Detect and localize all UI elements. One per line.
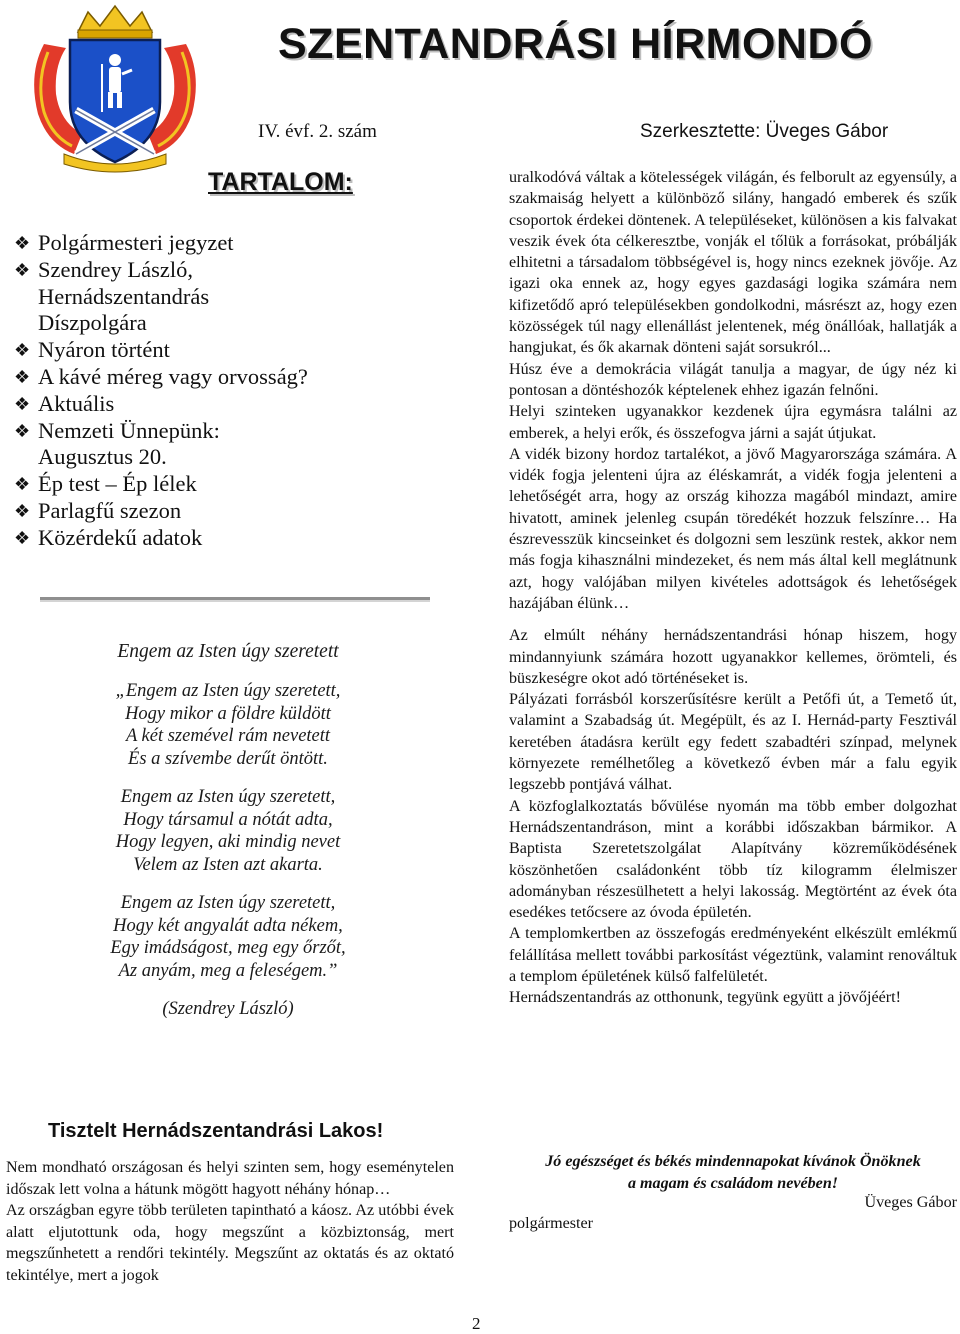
closing-line: Jó egészséget és békés mindennapokat kívánok Önöknek [545, 1153, 921, 1170]
toc-item-line: Nyáron történt [38, 337, 170, 363]
toc-item-line: Közérdekű adatok [38, 524, 203, 550]
toc-item-line: Nemzeti Ünnepünk: [38, 417, 220, 443]
paragraph: Az országban egyre több területen tapintható a káosz. Az utóbbi évek alatt eljutottunk oda, hogy megszűnt a közbiztonság, mert megszűnhetett a rendőri tekintély. Megszűnt az oktatás és az oktató tekintélye, mert a jogok [6, 1202, 454, 1284]
editor-credit: Szerkesztette: Üveges Gábor [640, 121, 889, 142]
table-of-contents [14, 230, 454, 552]
diamond-bullet-icon: ❖ [14, 527, 31, 548]
poem-stanzas [0, 680, 456, 982]
toc-item [14, 525, 454, 552]
toc-item [14, 230, 454, 257]
page-number: 2 [472, 1314, 481, 1333]
diamond-bullet-icon: ❖ [14, 474, 31, 495]
poem-line: Engem az Isten úgy szeretett, [120, 893, 336, 913]
letter-body-right [509, 167, 957, 1009]
paragraph: uralkodóvá váltak a kötelességek világán, és felborult az egyensúly, a szakmaiság helyett a különböző silány, hangadó emberek és szűk csoportok érdekei döntenek. A településeket, különösen a kis falvakat veszik évek óta célkeresztbe, vonják el tőlük a forrásokat, próbálják elhitetni a társadalom többségével is, hogy nincs ezeknek jövője. Az igazi oka ennek az, hogy egyes gazdasági logika számára nem kifizetődő apró településekben gondolkodni, másrészt az, hogy ezen közösségek túl nagy ellenállást jelentenek, még önállóak, hallatják a hangjukat, és ők akarnak dönteni saját sorsukról... [509, 169, 957, 357]
issue-number: IV. évf. 2. szám [258, 121, 377, 142]
poem-stanza [0, 786, 456, 876]
toc-item [14, 364, 454, 391]
diamond-bullet-icon: ❖ [14, 500, 31, 521]
poem-line: Engem az Isten úgy szeretett, [120, 787, 336, 807]
toc-item-line: Szendrey László, [38, 256, 193, 282]
coat-of-arms-icon [22, 4, 208, 174]
poem-line: Velem az Isten azt akarta. [133, 854, 323, 875]
poem-line: Hogy mikor a földre küldött [125, 703, 331, 724]
letter-closing [509, 1151, 957, 1194]
toc-item [14, 257, 454, 337]
poem-title: Engem az Isten úgy szeretett [117, 641, 339, 662]
paragraph: Húsz éve a demokrácia világát tanulja a magyar, de úgy néz ki pontosan a döntéshozók képtelenek ehhez igazán felnőni. [509, 360, 957, 399]
toc-item-line: Parlagfű szezon [38, 497, 182, 523]
diamond-bullet-icon: ❖ [14, 393, 31, 414]
paragraph: Nem mondható országosan és helyi szinten sem, hogy eseménytelen időszak lett volna a hátunk mögött hagyott néhány hónap… [6, 1159, 454, 1198]
poem-line: Az anyám, meg a feleségem.” [118, 960, 338, 981]
toc-item-line: Polgármesteri jegyzet [38, 230, 234, 255]
toc-item-line: Augusztus 20. [38, 444, 167, 470]
diamond-bullet-icon: ❖ [14, 366, 31, 387]
signer-name: Üveges Gábor [864, 1194, 957, 1211]
diamond-bullet-icon: ❖ [14, 340, 31, 361]
paragraph: Helyi szinteken ugyanakkor kezdenek újra egymásra találni az emberek, a helyi erők, és összefogva járni a saját útjukat. [509, 403, 957, 442]
toc-item-line: Díszpolgára [38, 310, 147, 336]
toc-item-line: A kávé méreg vagy orvosság? [38, 363, 308, 389]
poem-stanza [0, 680, 456, 770]
newspaper-title: SZENTANDRÁSI HÍRMONDÓ [278, 20, 873, 68]
letter-body-left [6, 1157, 454, 1287]
paragraph: Pályázati forrásból korszerűsítésre került a Petőfi út, a Temető út, valamint a Szabadság út. Megépült, és az I. Hernád-party Fesztivál keretében átadásra került egy fedett szabadtéri színpad, melynek környezete remélhetőleg a következő évben már a falu egyik legszebb pontjává válhat. [509, 691, 957, 794]
poem-line: A két szemével rám nevetett [125, 726, 331, 746]
diamond-bullet-icon: ❖ [14, 259, 31, 280]
toc-item [14, 337, 454, 364]
toc-item [14, 418, 454, 472]
toc-item-line: Hernádszentandrás [38, 283, 210, 309]
poem-stanza [0, 892, 456, 982]
signer-role: polgármester [509, 1215, 594, 1232]
closing-line: a magam és családom nevében! [627, 1174, 839, 1192]
paragraph: A közfoglalkoztatás bővülése nyomán ma több ember dolgozhat Hernádszentandráson, mint a korábbi időszakban bármikor. A Baptista Szeretetszolgálat Alapítvány közreműködésének köszönhetően családonként több tíz kilogramm élelmiszer adományban részesülhetett a helyi lakosság. Megtörtént az évek óta esedékes tetőcsere az óvoda épületén. [509, 797, 957, 922]
paragraph: A vidék bizony hordoz tartalékot, a jövő Magyarországa számára. A vidék fogja jelenteni újra az éléskamrát, a vidék fogja jelenteni a lehetőségét arra, hogy az ország kihozza magából mindazt, amire hivatott, aminek jelenleg csupán töredékét hozzuk felszínre… Ha észrevesszük kincseinket és dolgozni sem leszünk restek, akkor nem más fogja kihasználni mindezeket, és nem más által kell meglátnunk azt, hogy valójában milyen kivételes adottságok és lehetőségek hazájában élünk… [509, 445, 957, 612]
paragraph: Az elmúlt néhány hernádszentandrási hónap hiszem, hogy mindannyiunk számára hozott ugyanakkor kellemes, örömteli, és büszkeségre okot adó történéseket is. [509, 627, 957, 687]
toc-item-line: Aktuális [38, 390, 115, 416]
poem-line: „Engem az Isten úgy szeretett, [115, 681, 341, 701]
toc-item-line: Ép test – Ép lélek [38, 471, 197, 497]
toc-item [14, 498, 454, 525]
toc-item [14, 391, 454, 418]
poem-line: Hogy két angyalát adta nékem, [113, 915, 343, 936]
toc-heading: TARTALOM: [208, 168, 353, 196]
divider [40, 597, 430, 600]
poem-line: Egy imádságost, meg egy őrzőt, [110, 938, 346, 958]
paragraph: Hernádszentandrás az otthonunk, tegyünk együtt a jövőjéért! [509, 989, 901, 1007]
poem-author: (Szendrey László) [162, 999, 294, 1019]
diamond-bullet-icon: ❖ [14, 233, 31, 253]
poem-line: Hogy társamul a nótát adta, [123, 809, 333, 830]
poem [0, 640, 456, 1020]
poem-line: És a szívembe derűt öntött. [128, 748, 328, 769]
poem-line: Hogy legyen, aki mindig nevet [115, 832, 341, 852]
letter-heading: Tisztelt Hernádszentandrási Lakos! [48, 1120, 384, 1142]
toc-item [14, 471, 454, 498]
paragraph: A templomkertben az összefogás eredményeként elkészült emlékmű felállítása mellett további parkosítást végeztünk, valamint renováltuk a templom épületének külső falfelületét. [509, 925, 957, 985]
diamond-bullet-icon: ❖ [14, 420, 31, 441]
